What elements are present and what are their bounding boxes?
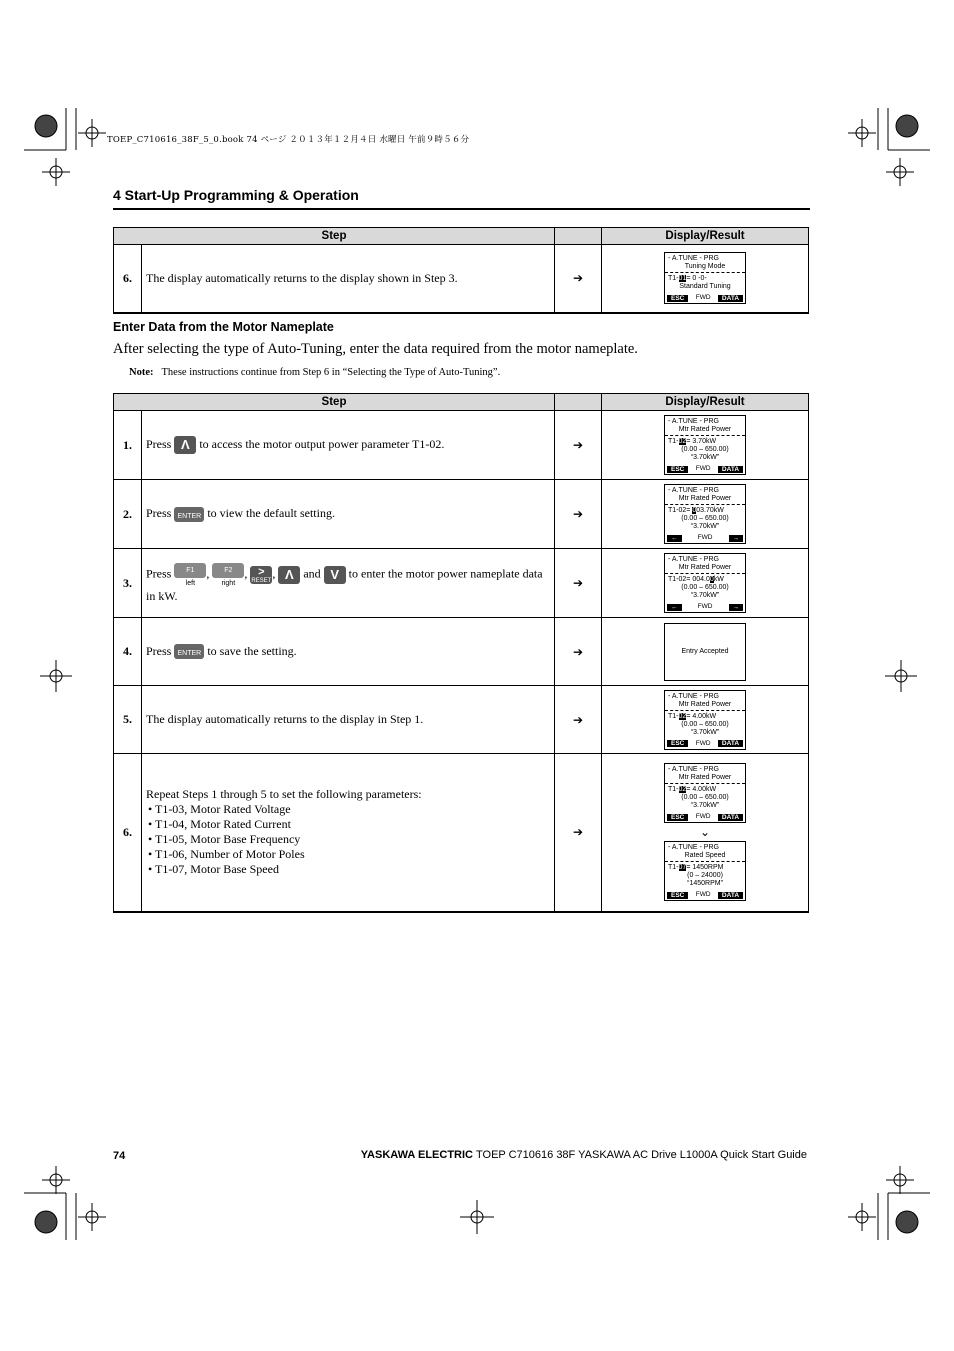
lcd-display: - A.TUNE - PRG Mtr Rated Power T1-02= 004.00kW (0.00 – 650.00) “3.70kW” ← FWD → xyxy=(664,553,746,613)
step-number: 2. xyxy=(114,480,142,549)
parameter-list xyxy=(146,802,548,877)
f2-key-icon: F2 xyxy=(212,563,244,578)
list-item: • T1-06, Number of Motor Poles xyxy=(146,847,548,862)
step-text: The display automatically returns to the display shown in Step 3. xyxy=(142,245,555,313)
list-item: • T1-04, Motor Rated Current xyxy=(146,817,548,832)
table-header xyxy=(114,228,809,245)
intro-paragraph: After selecting the type of Auto-Tuning, enter the data required from the motor nameplate. xyxy=(113,341,638,357)
f1-key-icon: F1 xyxy=(174,563,206,578)
enter-key-icon: ENTER xyxy=(174,644,204,659)
display-cell xyxy=(602,245,809,313)
lcd-display: - A.TUNE - PRG Mtr Rated Power T1-02= 4.00kW (0.00 – 650.00) “3.70kW” ESC FWD DATA xyxy=(664,690,746,750)
arrow-icon: ➔ xyxy=(555,549,602,618)
table-row xyxy=(114,480,809,549)
table-row xyxy=(114,686,809,754)
table-row xyxy=(114,411,809,480)
section-rule xyxy=(113,208,810,210)
step-number: 5. xyxy=(114,686,142,754)
lcd-display xyxy=(664,252,746,304)
step-table-1 xyxy=(113,227,809,314)
lcd-value: T1-01= 0 -0- xyxy=(668,275,707,283)
step-number: 6. xyxy=(114,754,142,912)
display-cell xyxy=(602,411,809,480)
lcd-title: Tuning Mode xyxy=(665,263,745,273)
section-title: 4 Start-Up Programming & Operation xyxy=(113,187,359,203)
file-header: TOEP_C710616_38F_5_0.book 74 ページ ２０１３年１２月４日 水曜日 午前９時５６分 xyxy=(107,135,470,145)
note xyxy=(129,367,500,378)
doc-title: TOEP C710616 38F YASKAWA AC Drive L1000A Quick Start Guide xyxy=(476,1149,807,1161)
display-cell xyxy=(602,754,809,912)
step-number: 3. xyxy=(114,549,142,618)
up-arrow-key-icon: Λ xyxy=(174,436,196,454)
lcd-display: - A.TUNE - PRG Mtr Rated Power T1-02= 4.00kW (0.00 – 650.00) “3.70kW” ESC FWD DATA xyxy=(664,763,746,823)
page-number: 74 xyxy=(113,1150,126,1162)
lcd-display: - A.TUNE - PRG Rated Speed T1-07= 1450RPM (0 – 24000) “1450RPM” ESC FWD DATA xyxy=(664,841,746,901)
header-arrow xyxy=(555,228,602,245)
header-display: Display/Result xyxy=(602,394,809,411)
list-item: • T1-07, Motor Base Speed xyxy=(146,862,548,877)
table-row xyxy=(114,754,809,912)
step-number: 4. xyxy=(114,618,142,686)
arrow-icon: ➔ xyxy=(555,480,602,549)
lcd-display: - A.TUNE - PRG Mtr Rated Power T1-02= 003.70kW (0.00 – 650.00) “3.70kW” ← FWD → xyxy=(664,484,746,544)
arrow-icon: ➔ xyxy=(555,686,602,754)
lcd-keybar: ESC FWD DATA xyxy=(665,293,745,303)
table-row xyxy=(114,618,809,686)
list-item: • T1-03, Motor Rated Voltage xyxy=(146,802,548,817)
note-text: These instructions continue from Step 6 in “Selecting the Type of Auto-Tuning”. xyxy=(161,367,501,378)
display-cell xyxy=(602,549,809,618)
lcd-display: - A.TUNE - PRG Mtr Rated Power T1-02= 3.70kW (0.00 – 650.00) “3.70kW” ESC FWD DATA xyxy=(664,415,746,475)
step-table-2 xyxy=(113,393,809,913)
note-label: Note: xyxy=(129,367,154,378)
down-arrow-key-icon: V xyxy=(324,566,346,584)
step-text: The display automatically returns to the display in Step 1. xyxy=(142,686,555,754)
up-arrow-key-icon: Λ xyxy=(278,566,300,584)
display-cell xyxy=(602,618,809,686)
lcd-desc: Standard Tuning xyxy=(679,283,731,291)
table-header xyxy=(114,394,809,411)
entry-accepted-display: Entry Accepted xyxy=(664,623,746,681)
brand: YASKAWA ELECTRIC xyxy=(360,1149,473,1161)
display-cell xyxy=(602,480,809,549)
step-text: Press ENTER to save the setting. xyxy=(142,618,555,686)
enter-key-icon: ENTER xyxy=(174,507,204,522)
step-text: Press F1 left , F2 right , > RESET , Λ and V to enter the motor power nameplate data in kW. xyxy=(142,549,555,618)
arrow-icon: ➔ xyxy=(555,411,602,480)
step-number: 6. xyxy=(114,245,142,313)
arrow-icon: ➔ xyxy=(555,754,602,912)
header-arrow xyxy=(555,394,602,411)
lcd-mode: - A.TUNE - PRG xyxy=(668,255,719,263)
table-row xyxy=(114,245,809,313)
step-text: Press Λ to access the motor output power parameter T1-02. xyxy=(142,411,555,480)
footer-doc xyxy=(361,1149,807,1161)
reset-key-icon: > RESET xyxy=(251,565,272,584)
subsection-title: Enter Data from the Motor Nameplate xyxy=(113,320,334,334)
step-text: Repeat Steps 1 through 5 to set the following parameters: • T1-03, Motor Rated Voltage • T1-04, Motor Rated Current • T1-05, Motor Base Frequency • T1-06, Number of Motor Poles • T1-07, Motor Base Speed xyxy=(142,754,555,912)
down-chevron-icon: ⌄ xyxy=(699,825,711,840)
display-cell xyxy=(602,686,809,754)
header-step: Step xyxy=(114,228,555,245)
arrow-icon: ➔ xyxy=(555,245,602,313)
step-text: Press ENTER to view the default setting. xyxy=(142,480,555,549)
header-display: Display/Result xyxy=(602,228,809,245)
list-item: • T1-05, Motor Base Frequency xyxy=(146,832,548,847)
step-number: 1. xyxy=(114,411,142,480)
arrow-icon: ➔ xyxy=(555,618,602,686)
table-row xyxy=(114,549,809,618)
header-step: Step xyxy=(114,394,555,411)
